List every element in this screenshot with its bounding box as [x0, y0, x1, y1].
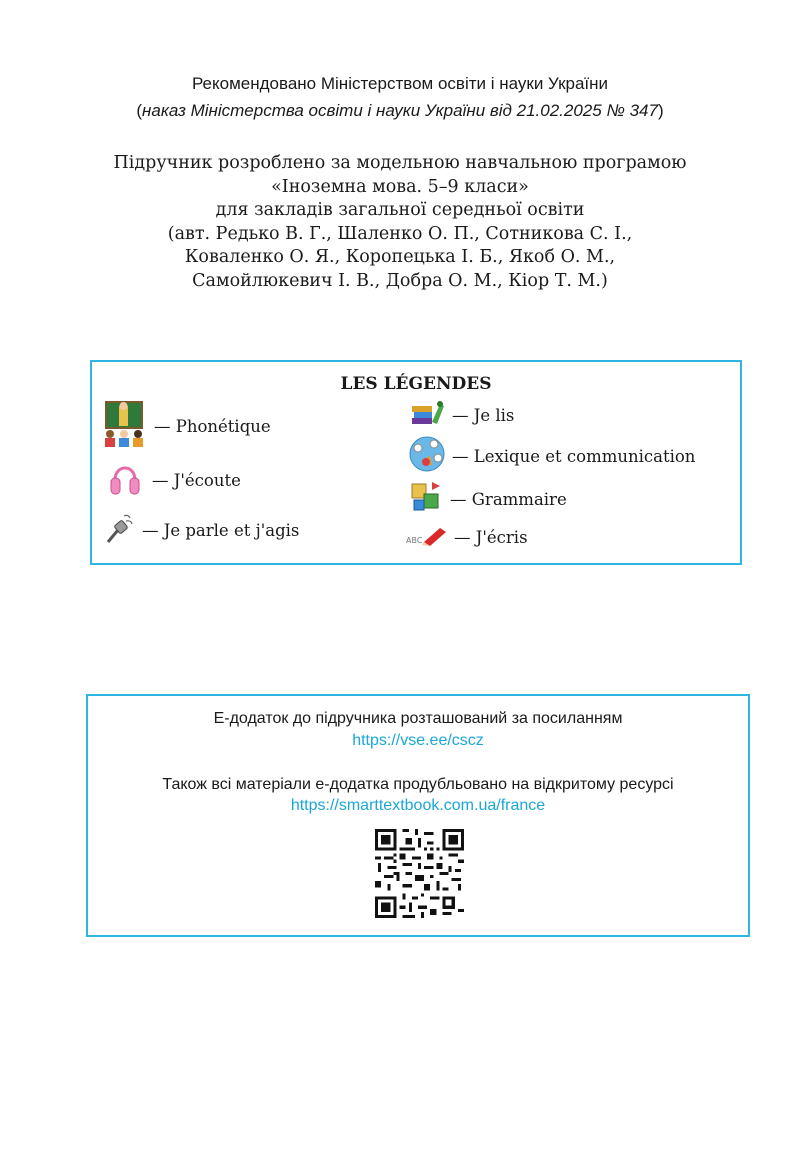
- program-line: «Іноземна мова. 5–9 класи»: [271, 176, 529, 197]
- legend-title: LES LÉGENDES: [340, 374, 492, 394]
- approval-line: Рекомендовано Міністерством освіти і науки України: [191, 74, 609, 93]
- pencil-icon: [406, 524, 448, 550]
- e-supplement-box: [86, 694, 750, 937]
- e-supplement-text: Е-додаток до підручника розташований за посиланням: [213, 710, 623, 727]
- legend-label: — Phonétique: [154, 416, 271, 436]
- communication-globe-icon: [408, 434, 446, 478]
- legend-label: — Je lis: [452, 405, 515, 425]
- program-line: Самойлюкевич І. В., Добра О. М., Кіор Т. М.): [192, 270, 608, 291]
- classroom-icon: [104, 400, 148, 452]
- approval-block: [0, 70, 800, 124]
- books-icon: [410, 398, 446, 432]
- program-line: Підручник розроблено за модельною навчальною програмою: [113, 153, 687, 173]
- e-supplement-link[interactable]: https://vse.ee/cscz: [352, 732, 484, 749]
- program-line: для закладів загальної середньої освіти: [215, 200, 585, 220]
- legend-item-ecoute: [110, 458, 241, 502]
- legend-item-phonetique: [104, 400, 271, 452]
- program-block: [0, 152, 800, 293]
- legend-item-lexique: [408, 434, 695, 478]
- paren-close: ): [657, 101, 664, 120]
- legend-label: — Lexique et communication: [452, 446, 696, 466]
- headphones-icon: [110, 458, 140, 502]
- qr-code-icon[interactable]: [375, 829, 464, 918]
- open-resource-link[interactable]: https://smarttextbook.com.ua/france: [290, 797, 546, 814]
- legend-label: — Je parle et j'agis: [142, 520, 300, 540]
- legend-item-lis: [410, 398, 514, 432]
- grammar-blocks-icon: [410, 480, 444, 518]
- legend-item-grammaire: [410, 480, 567, 518]
- paren-open: (: [136, 101, 143, 120]
- legend-label: — J'écris: [454, 527, 528, 547]
- program-line: Коваленко О. Я., Коропецька І. Б., Якоб О. М.,: [184, 247, 616, 267]
- microphone-icon: [106, 512, 134, 548]
- open-resource-text: Також всі матеріали е-додатка продубльовано на відкритому ресурсі: [162, 776, 674, 793]
- svg-text:ABC: ABC: [406, 536, 423, 545]
- order-text: наказ Міністерства освіти і науки України від 21.02.2025 № 347: [142, 101, 658, 120]
- legend-label: — Grammaire: [450, 489, 567, 509]
- approval-order: [0, 97, 800, 124]
- legend-label: — J'écoute: [152, 470, 241, 490]
- legend-box: [90, 360, 742, 565]
- legend-item-ecris: [406, 524, 528, 550]
- legend-item-parle: [106, 512, 299, 548]
- program-line: (авт. Редько В. Г., Шаленко О. П., Сотникова С. І.,: [167, 223, 633, 244]
